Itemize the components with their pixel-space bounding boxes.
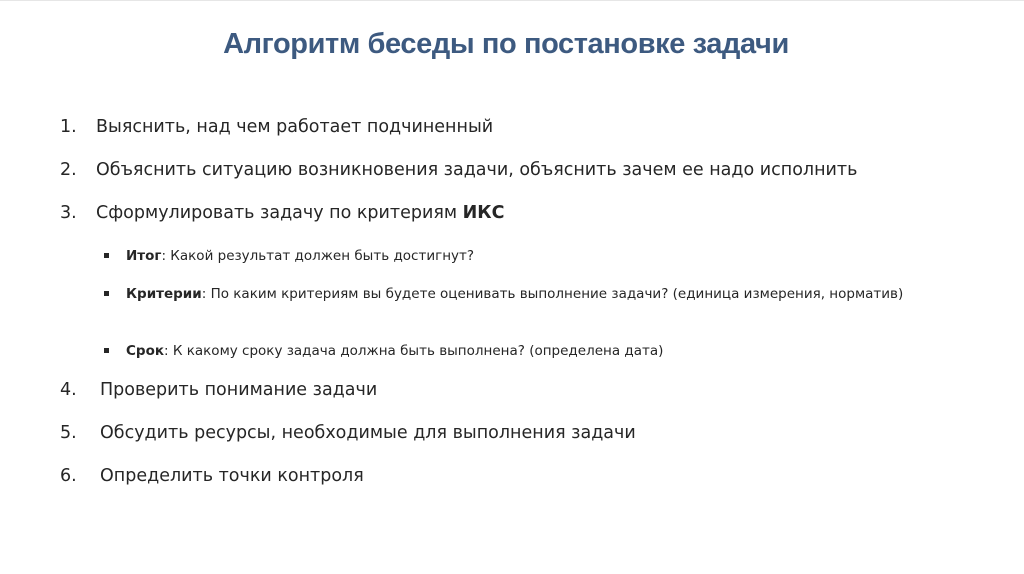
list-item: [60, 380, 377, 400]
square-bullet-icon: [104, 291, 109, 296]
item-number: 1.: [60, 117, 77, 137]
list-item: [60, 160, 857, 180]
sub-term: Итог: [126, 248, 162, 264]
item-number: 4.: [60, 380, 77, 400]
sub-text: : Какой результат должен быть достигнут?: [161, 248, 475, 264]
list-item: [60, 466, 364, 486]
top-border: [0, 0, 1024, 1]
sub-term: Критерии: [126, 286, 202, 302]
slide-title: Алгоритм беседы по постановке задачи: [223, 28, 789, 60]
item-number: 2.: [60, 160, 77, 180]
item-bold-term: ИКС: [462, 203, 505, 223]
square-bullet-icon: [104, 253, 109, 258]
item-text: Объяснить ситуацию возникновения задачи, объяснить зачем ее надо исполнить: [96, 160, 858, 180]
sub-text: : К какому сроку задача должна быть выполнена? (определена дата): [164, 343, 664, 359]
item-text: Выяснить, над чем работает подчиненный: [96, 117, 494, 137]
list-item: [60, 423, 636, 443]
item-text: Определить точки контроля: [100, 466, 364, 486]
item-text: Обсудить ресурсы, необходимые для выполнения задачи: [100, 423, 636, 443]
item-number: 3.: [60, 203, 77, 223]
item-number: 5.: [60, 423, 77, 443]
list-item: [60, 117, 493, 137]
sub-list-item: [104, 342, 984, 361]
sub-list-item: [104, 247, 984, 266]
list-item: [60, 203, 504, 223]
item-text: Проверить понимание задачи: [100, 380, 378, 400]
sub-term: Срок: [126, 343, 165, 359]
item-text: Сформулировать задачу по критериям: [96, 203, 463, 223]
square-bullet-icon: [104, 348, 109, 353]
sub-list-item: [104, 285, 984, 304]
item-number: 6.: [60, 466, 77, 486]
sub-text: : По каким критериям вы будете оценивать выполнение задачи? (единица измерения, норматив): [201, 286, 904, 302]
